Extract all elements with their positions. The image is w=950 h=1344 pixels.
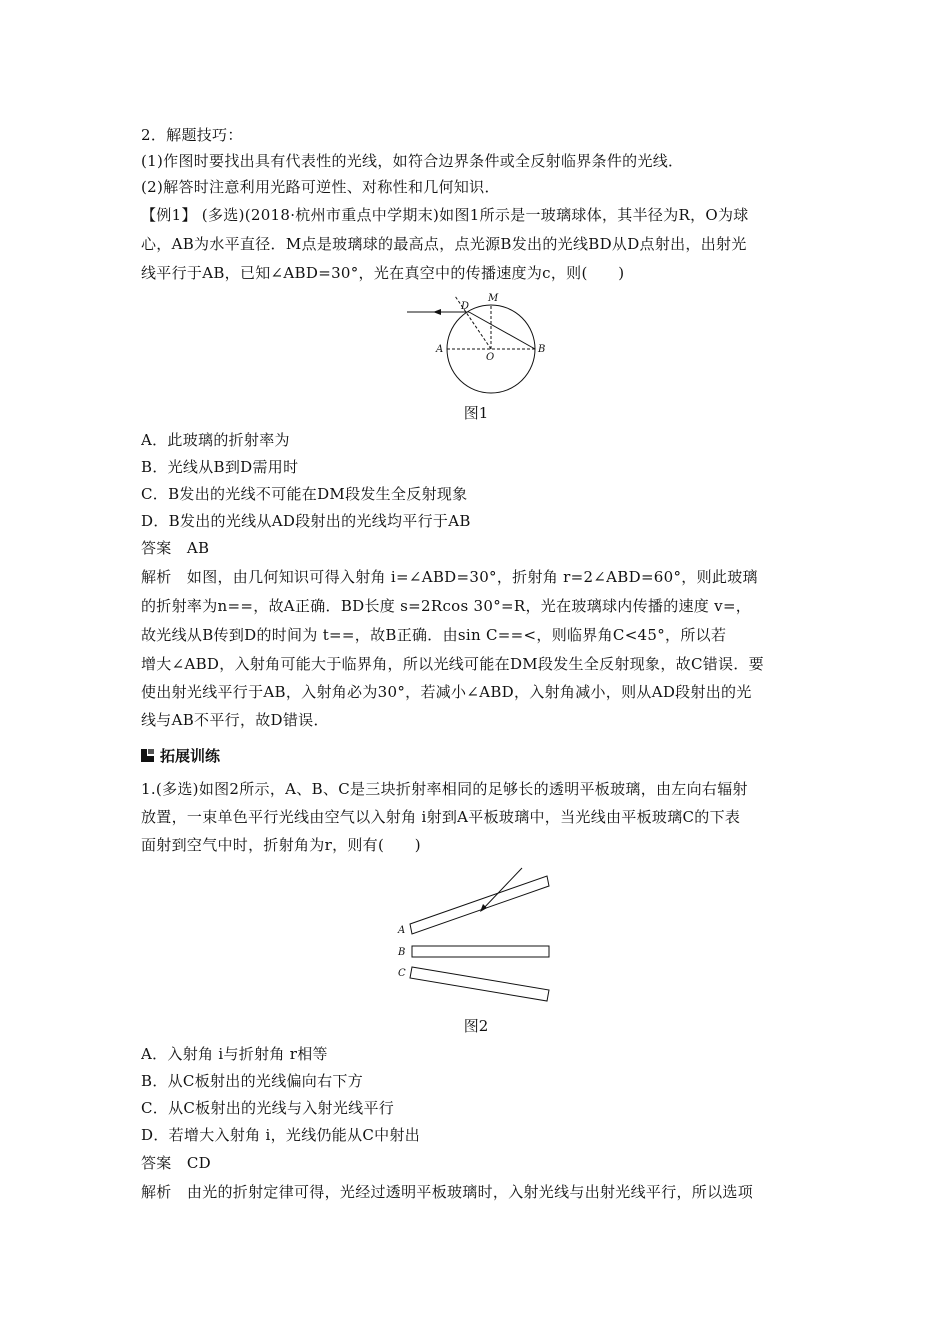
tips-heading: 2．解题技巧： xyxy=(141,126,243,144)
plate-c xyxy=(410,967,549,1001)
figure-1-glass-sphere xyxy=(395,288,565,398)
incident-ray xyxy=(482,868,522,910)
section-heading xyxy=(141,746,220,766)
exercise1-line-1: 1.(多选)如图2所示，A、B、C是三块折射率相同的足够长的透明平板玻璃，由左向右辐射 xyxy=(141,780,748,798)
example1-line-3: 线平行于AB，已知∠ABD=30°，光在真空中的传播速度为c，则( ) xyxy=(141,264,625,282)
exercise1-answer: 答案 CD xyxy=(141,1154,212,1172)
section-title: 拓展训练 xyxy=(160,747,221,765)
example1-analysis-3: 故光线从B传到D的时间为 t==，故B正确．由sin C==<，则临界角C<45°，所以若 xyxy=(141,626,727,644)
label-plate-b: B xyxy=(398,947,406,958)
example1-analysis-2: 的折射率为n==，故A正确．BD长度 s=2Rcos 30°=R，光在玻璃球内传播的速度 v=， xyxy=(141,597,752,615)
exercise1-option-a: A．入射角 i与折射角 r相等 xyxy=(141,1045,328,1063)
example1-line-1: 【例1】 (多选)(2018·杭州市重点中学期末)如图1所示是一玻璃球体，其半径为R，O为球 xyxy=(141,206,749,224)
plate-a xyxy=(410,876,549,934)
exercise1-option-b: B．从C板射出的光线偏向右下方 xyxy=(141,1072,364,1090)
example1-option-c: C．B发出的光线不可能在DM段发生全反射现象 xyxy=(141,485,468,503)
example1-line-2: 心，AB为水平直径．M点是玻璃球的最高点，点光源B发出的光线BD从D点射出，出射光 xyxy=(141,235,747,253)
example1-analysis-5: 使出射光线平行于AB，入射角必为30°，若减小∠ABD，入射角减小，则从AD段射出的光 xyxy=(141,683,752,701)
exercise1-option-c: C．从C板射出的光线与入射光线平行 xyxy=(141,1099,395,1117)
label-o: O xyxy=(486,352,495,363)
label-m: M xyxy=(488,293,499,304)
plate-b xyxy=(412,946,549,957)
exercise1-option-d: D．若增大入射角 i，光线仍能从C中射出 xyxy=(141,1126,421,1144)
example1-option-d: D．B发出的光线从AD段射出的光线均平行于AB xyxy=(141,512,471,530)
figure-2-caption: 图2 xyxy=(463,1017,489,1035)
exercise1-analysis-1: 解析 由光的折射定律可得，光经过透明平板玻璃时，入射光线与出射光线平行，所以选项 xyxy=(141,1183,754,1201)
tip-1: (1)作图时要找出具有代表性的光线，如符合边界条件或全反射临界条件的光线． xyxy=(141,152,684,170)
label-plate-c: C xyxy=(398,968,406,979)
label-d: D xyxy=(461,301,470,312)
section-marker-icon xyxy=(141,749,154,762)
figure-1-caption: 图1 xyxy=(463,404,489,422)
label-b: B xyxy=(538,344,546,355)
label-a: A xyxy=(436,344,444,355)
exercise1-line-2: 放置，一束单色平行光线由空气以入射角 i射到A平板玻璃中，当光线由平板玻璃C的下表 xyxy=(141,808,741,826)
exercise1-line-3: 面射到空气中时，折射角为r，则有( ) xyxy=(141,836,421,854)
example1-answer: 答案 AB xyxy=(141,539,210,557)
tip-2: (2)解答时注意利用光路可逆性、对称性和几何知识． xyxy=(141,178,500,196)
example1-analysis-4: 增大∠ABD，入射角可能大于临界角，所以光线可能在DM段发生全反射现象，故C错误．要 xyxy=(141,655,764,673)
example1-option-a: A．此玻璃的折射率为 xyxy=(141,431,290,449)
figure-2-glass-plates xyxy=(392,862,562,1007)
arrow-head xyxy=(433,309,441,315)
example1-analysis-6: 线与AB不平行，故D错误． xyxy=(141,711,329,729)
example1-option-b: B．光线从B到D需用时 xyxy=(141,458,299,476)
label-plate-a: A xyxy=(398,925,406,936)
example1-analysis-1: 解析 如图，由几何知识可得入射角 i=∠ABD=30°，折射角 r=2∠ABD=60°，则此玻璃 xyxy=(141,568,758,586)
